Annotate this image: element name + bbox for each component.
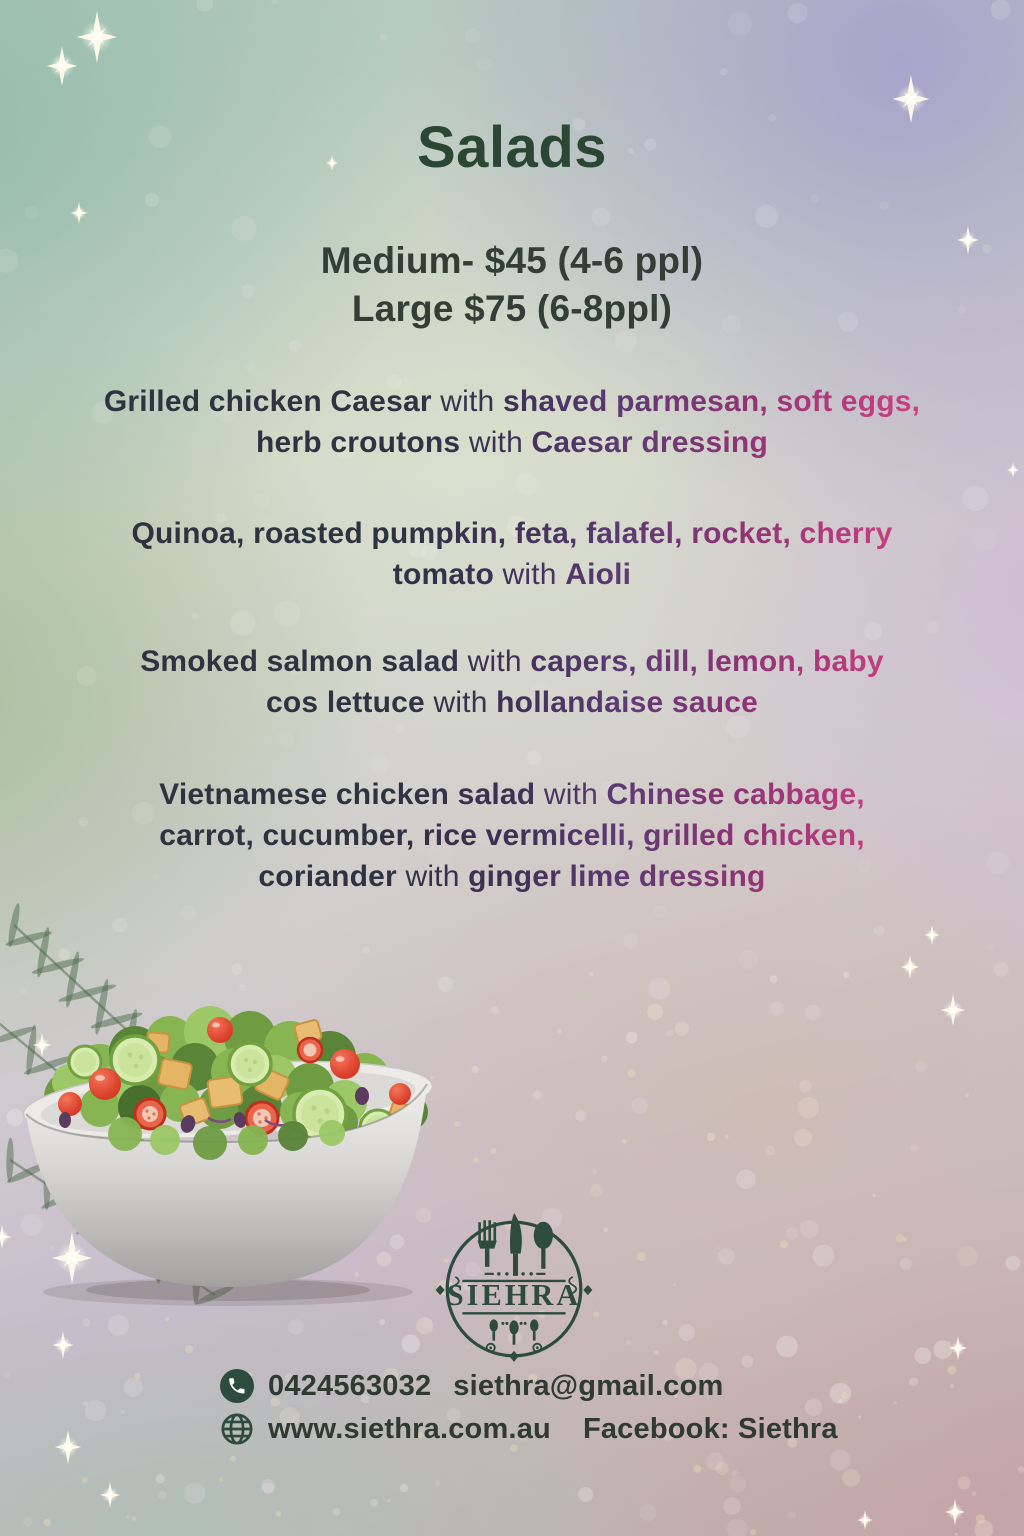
email-address: siethra@gmail.com xyxy=(453,1369,724,1402)
contact-row-phone xyxy=(220,1367,838,1405)
globe-icon xyxy=(220,1412,254,1446)
menu-item-grilled-chicken-caesar: Grilled chicken Caesar with shaved parmesan, soft eggs, herb croutons with Caesar dressing xyxy=(47,381,977,463)
size-option-large: Large $75 (6-8ppl) xyxy=(351,288,673,329)
brand-logo-text: SIEHRA xyxy=(446,1278,582,1313)
menu-item-smoked-salmon: Smoked salmon salad with capers, dill, lemon, baby cos lettuce with hollandaise sauce xyxy=(47,641,977,723)
website-url: www.siethra.com.au xyxy=(268,1412,551,1445)
phone-icon xyxy=(220,1369,254,1403)
facebook-handle: Facebook: Siethra xyxy=(582,1412,838,1445)
menu-item-vietnamese-chicken: Vietnamese chicken salad with Chinese cabbage, carrot, cucumber, rice vermicelli, grilled chicken, coriander with ginger lime dressing xyxy=(47,774,977,897)
contact-row-web xyxy=(220,1410,838,1448)
menu-item-quinoa-pumpkin: Quinoa, roasted pumpkin, feta, falafel, rocket, cherry tomato with Aioli xyxy=(47,513,977,595)
size-options xyxy=(0,237,1024,333)
brand-logo xyxy=(428,1200,600,1372)
spoon-icon xyxy=(534,1222,553,1269)
phone-number: 0424563032 xyxy=(268,1369,432,1402)
contact-info xyxy=(220,1367,838,1453)
size-option-medium: Medium- $45 (4-6 ppl) xyxy=(320,240,704,281)
page-title: Salads xyxy=(417,115,607,180)
